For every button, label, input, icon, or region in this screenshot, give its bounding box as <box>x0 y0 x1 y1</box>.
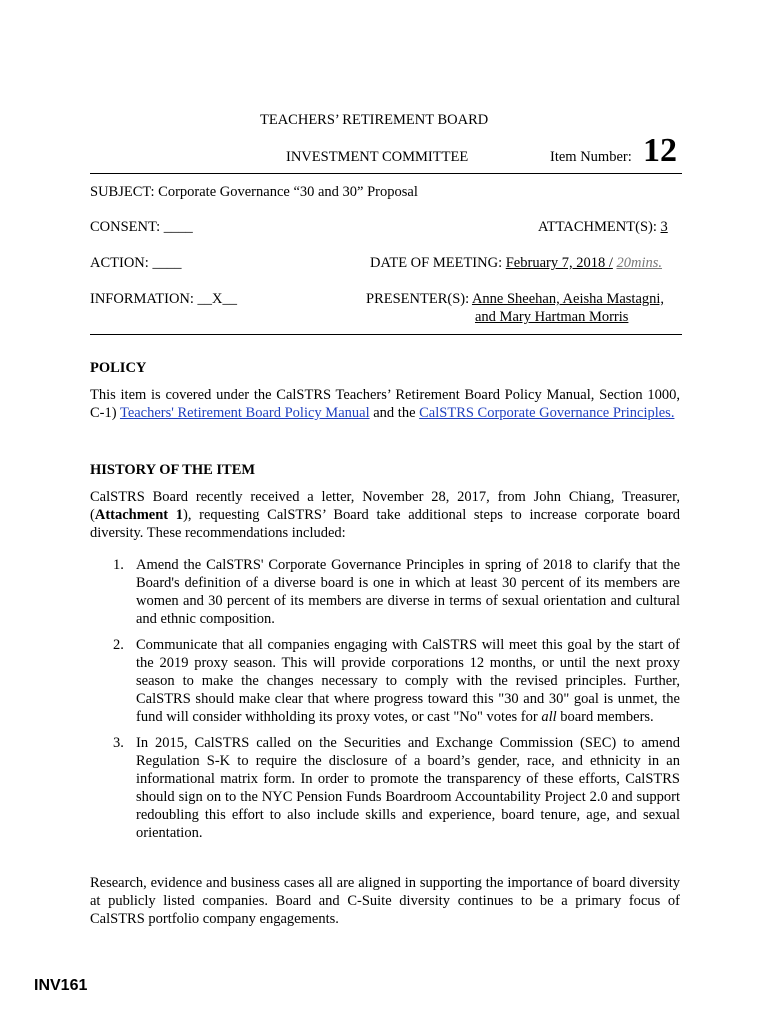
attachments-label: ATTACHMENT(S): <box>538 219 657 235</box>
information-label: INFORMATION: <box>90 291 194 307</box>
list-item <box>90 636 680 726</box>
list-item-text: In 2015, CalSTRS called on the Securities and Exchange Commission (SEC) to amend Regulation S-K to require the disclosure of a board’s gender, race, and ethnicity in an informational matrix form. In order to promote the transparency of these efforts, CalSTRS should sign on to the NYC Pension Funds Boardroom Accountability Project 2.0 and support redoubling this effort to also include skills and experience, board tenure, age, and sexual orientation. <box>136 735 680 841</box>
meeting-date-value: February 7, 2018 / <box>505 255 613 271</box>
policy-paragraph <box>90 386 680 422</box>
list-item-emphasis: all <box>541 709 557 725</box>
meta-rule <box>90 334 682 335</box>
list-number: 1. <box>113 557 124 573</box>
closing-paragraph: Research, evidence and business cases all are aligned in supporting the importance of board diversity at publicly listed companies. Board and C-Suite diversity continues to be a primary focus of CalSTRS portfolio company engagements. <box>90 875 680 927</box>
attachment-1-ref: Attachment 1 <box>94 507 184 523</box>
action-value: ____ <box>152 255 182 271</box>
history-heading: HISTORY OF THE ITEM <box>90 462 256 478</box>
consent-label: CONSENT: <box>90 219 161 235</box>
list-item-text-end: board members. <box>560 709 654 725</box>
meeting-date-row <box>370 254 662 272</box>
presenters-row <box>366 290 664 308</box>
recommendations-list <box>90 556 680 850</box>
meeting-date-label: DATE OF MEETING: <box>370 255 503 271</box>
policy-heading: POLICY <box>90 360 147 376</box>
history-intro-text-end: ), requesting CalSTRS’ Board take additional steps to increase corporate board diversity. These recommendations included: <box>90 507 680 541</box>
list-item-text: Communicate that all companies engaging with CalSTRS will meet this goal by the start of the 2019 proxy season. This will provide corporations 12 months, or until the next proxy season to make the changes necessary to comply with the revised principles. Further, CalSTRS should make clear that where progress toward this "30 and 30" goal is unmet, the fund will consider withholding its proxy votes, or cast "No" votes for <box>136 637 680 725</box>
action-label: ACTION: <box>90 255 149 271</box>
history-intro <box>90 488 680 542</box>
document-code: INV161 <box>34 977 88 994</box>
meeting-duration: 20mins. <box>616 255 663 271</box>
policy-text: This item is covered under the CalSTRS Teachers’ Retirement Board Policy Manual, Section 1000, C-1) <box>90 387 680 421</box>
policy-text-middle: and the <box>373 405 416 421</box>
list-item-text: Amend the CalSTRS' Corporate Governance Principles in spring of 2018 to clarify that the Board's definition of a diverse board is one in which at least 30 percent of its members are women and 30 percent of its members are diverse in terms of sexual orientation and cultural and ethnic composition. <box>136 557 680 627</box>
presenters-line1: Anne Sheehan, Aeisha Mastagni, <box>471 291 665 307</box>
attachments-row <box>538 218 668 236</box>
presenters-label: PRESENTER(S): <box>366 291 470 307</box>
header-rule <box>90 173 682 174</box>
consent-value: ____ <box>163 219 193 235</box>
history-intro-text: CalSTRS Board recently received a letter, November 28, 2017, from John Chiang, Treasurer, ( <box>90 489 680 523</box>
item-number-label: Item Number: <box>550 149 632 165</box>
list-number: 2. <box>113 637 124 653</box>
board-policy-manual-link[interactable]: Teachers' Retirement Board Policy Manual <box>119 405 370 421</box>
attachments-value: 3 <box>660 219 668 235</box>
corporate-governance-principles-link[interactable]: CalSTRS Corporate Governance Principles. <box>419 405 675 421</box>
information-row <box>90 290 237 308</box>
list-item <box>90 734 680 842</box>
action-row <box>90 254 181 272</box>
information-value: __X__ <box>197 291 238 307</box>
presenters-line2: and Mary Hartman Morris <box>475 309 629 325</box>
consent-row <box>90 218 193 236</box>
list-number: 3. <box>113 735 124 751</box>
item-number: 12 <box>643 132 677 169</box>
subject-line: SUBJECT: Corporate Governance “30 and 30” Proposal <box>90 184 418 200</box>
board-title: TEACHERS’ RETIREMENT BOARD <box>260 112 489 128</box>
committee-title: INVESTMENT COMMITTEE <box>286 149 469 165</box>
list-item <box>90 556 680 628</box>
